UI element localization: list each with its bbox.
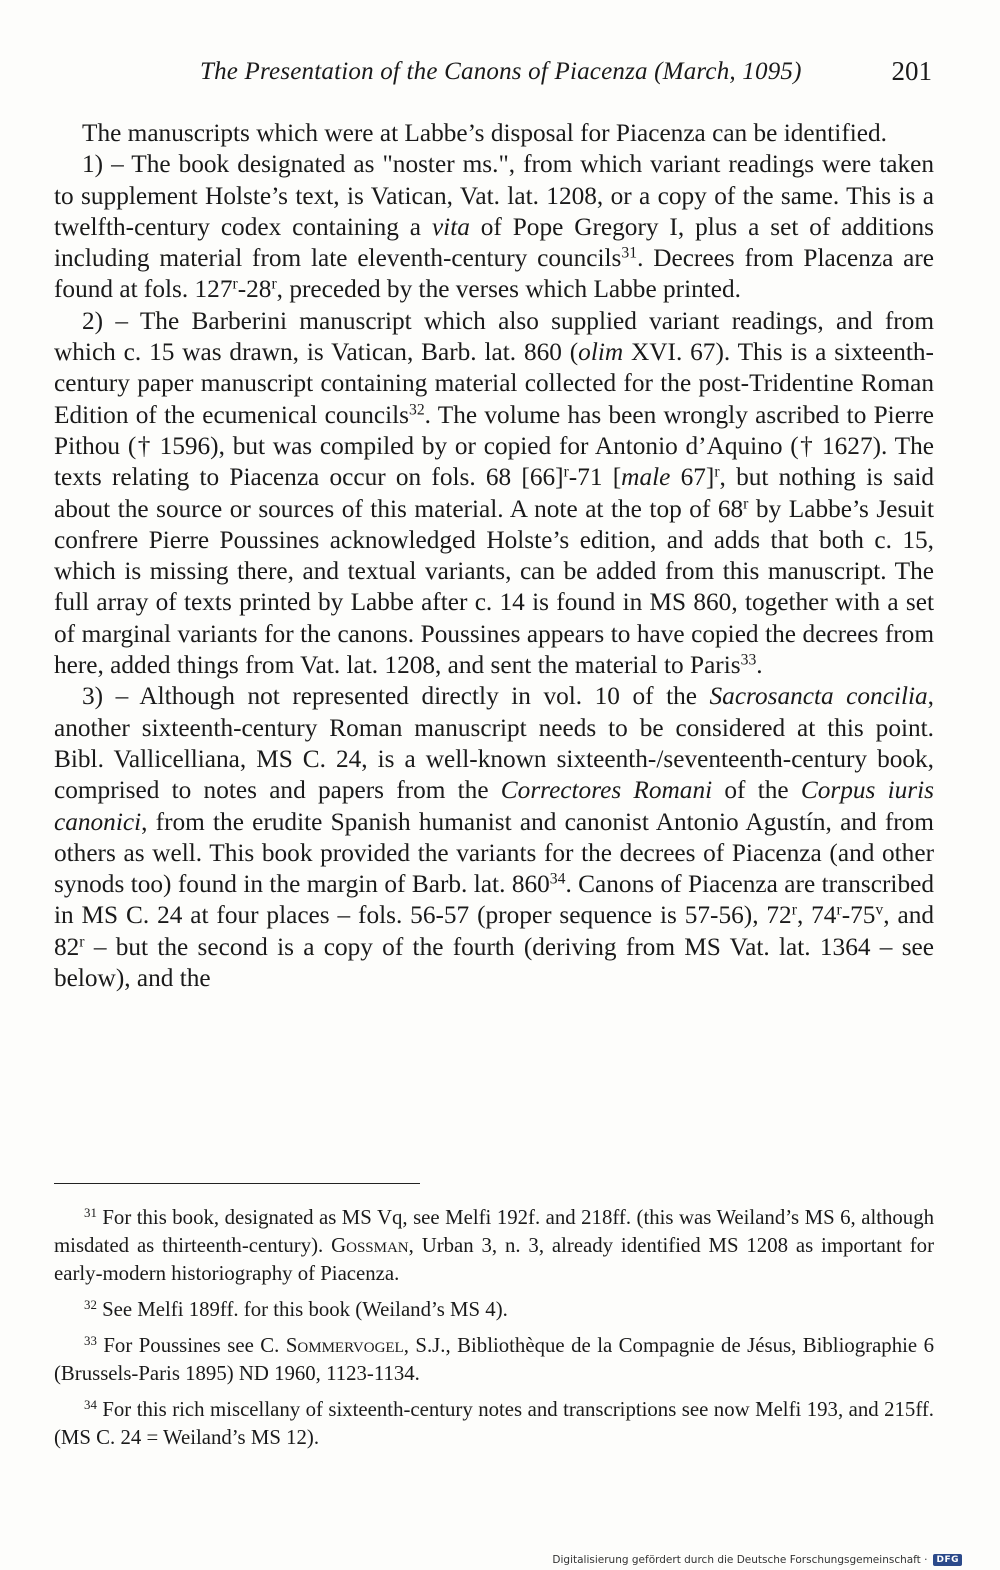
page-number: 201: [891, 56, 932, 86]
footnotes: [54, 1204, 934, 1460]
paragraph-1: 1) – The book designated as "noster ms.", from which variant readings were taken to supplement Holste’s text, is Vatican, Vat. lat. 1208, or a copy of the same. This is a twelfth-century codex containing a vita of Pope Gregory I, plus a set of additions including material from late eleventh-century councils$^{31}$. Decrees from Placenza are found at fols. 127$^r$-28$^r$, preceded by the verses which Labbe printed.: [54, 150, 935, 304]
paragraph-2: 2) – The Barberini manuscript which also supplied variant readings, and from which c. 15 was drawn, is Vatican, Barb. lat. 860 (olim XVI. 67). This is a sixteenth-century paper manuscript containing material collected for the post-Tridentine Roman Edition of the ecumenical councils$^{32}$. The volume has been wrongly ascribed to Pierre Pithou († 1596), but was compiled by or copied for Antonio d’Aquino († 1627). The texts relating to Piacenza occur on fols. 68 $[66]^r-71$ [male 67]$^r$, but nothing is said about the source or sources of this material. A note at the top of 68$^r$ by Labbe’s Jesuit confrere Pierre Poussines acknowledged Holste’s edition, and adds that both c. 15, which is missing there, and textual variants, can be added from this manuscript. The full array of texts printed by Labbe after c. 14 is found in MS 860, together with a set of marginal variants for the canons. Poussines appears to have copied the decrees from here, added things from Vat. lat. 1208, and sent the material to Paris$^{33}$.: [54, 306, 935, 680]
main-text: [54, 118, 934, 994]
footnote-34: $^{34}$ For this rich miscellany of sixteenth-century notes and transcriptions see now Melfi 193, and 215ff. (MS C. 24 = Weiland’s MS 12).: [54, 1397, 934, 1449]
footnote-32: $^{32}$ See Melfi 189ff. for this book (Weiland’s MS 4).: [84, 1297, 508, 1321]
footnote-separator: [54, 1183, 420, 1184]
digitization-credit: [552, 1554, 962, 1566]
page-header: [0, 58, 1000, 98]
dfg-logo: DFG: [933, 1554, 962, 1566]
footnote-ref-34[interactable]: 34: [549, 870, 566, 888]
footnote-ref-31[interactable]: 31: [621, 244, 638, 262]
footnote-31: $^{31}$ For this book, designated as MS Vq, see Melfi 192f. and 218ff. (this was Weiland’s MS 6, although misdated as thirteenth-century). Gossman, Urban 3, n. 3, already identified MS 1208 as important for early-modern historiography of Piacenza.: [54, 1205, 934, 1285]
footnote-ref-33[interactable]: 33: [740, 651, 757, 669]
credit-text: Digitalisierung gefördert durch die Deutsche Forschungsgemeinschaft ·: [552, 1554, 928, 1566]
running-title: The Presentation of the Canons of Piacenza (March, 1095): [200, 58, 802, 85]
paragraph-3: 3) – Although not represented directly in vol. 10 of the Sacrosancta concilia, another sixteenth-century Roman manuscript needs to be considered at this point. Bibl. Vallicelliana, MS C. 24, is a well-known sixteenth-/seventeenth-century book, comprised to notes and papers from the Correctores Romani of the Corpus iuris canonici, from the erudite Spanish humanist and canonist Antonio Agustín, and from others as well. This book provided the variants for the decrees of Piacenza (and other synods too) found in the margin of Barb. lat. $860^{34}$. Canons of Piacenza are transcribed in MS C. 24 at four places – fols. 56-57 (proper sequence is 57-56), 72$^r$, 74$^r$-75$^v$, and 82$^r$ – but the second is a copy of the fourth (deriving from MS Vat. lat. 1364 – see below), and the: [54, 682, 934, 993]
paragraph-intro: The manuscripts which were at Labbe’s disposal for Piacenza can be identified.: [82, 119, 887, 147]
footnote-33: $^{33}$ For Poussines see C. Sommervogel, S.J., Bibliothèque de la Compagnie de Jésus, Bibliographie 6 (Brussels-Paris 1895) ND 1960, 1123-1134.: [54, 1333, 934, 1385]
footnote-ref-32[interactable]: 32: [409, 401, 425, 419]
